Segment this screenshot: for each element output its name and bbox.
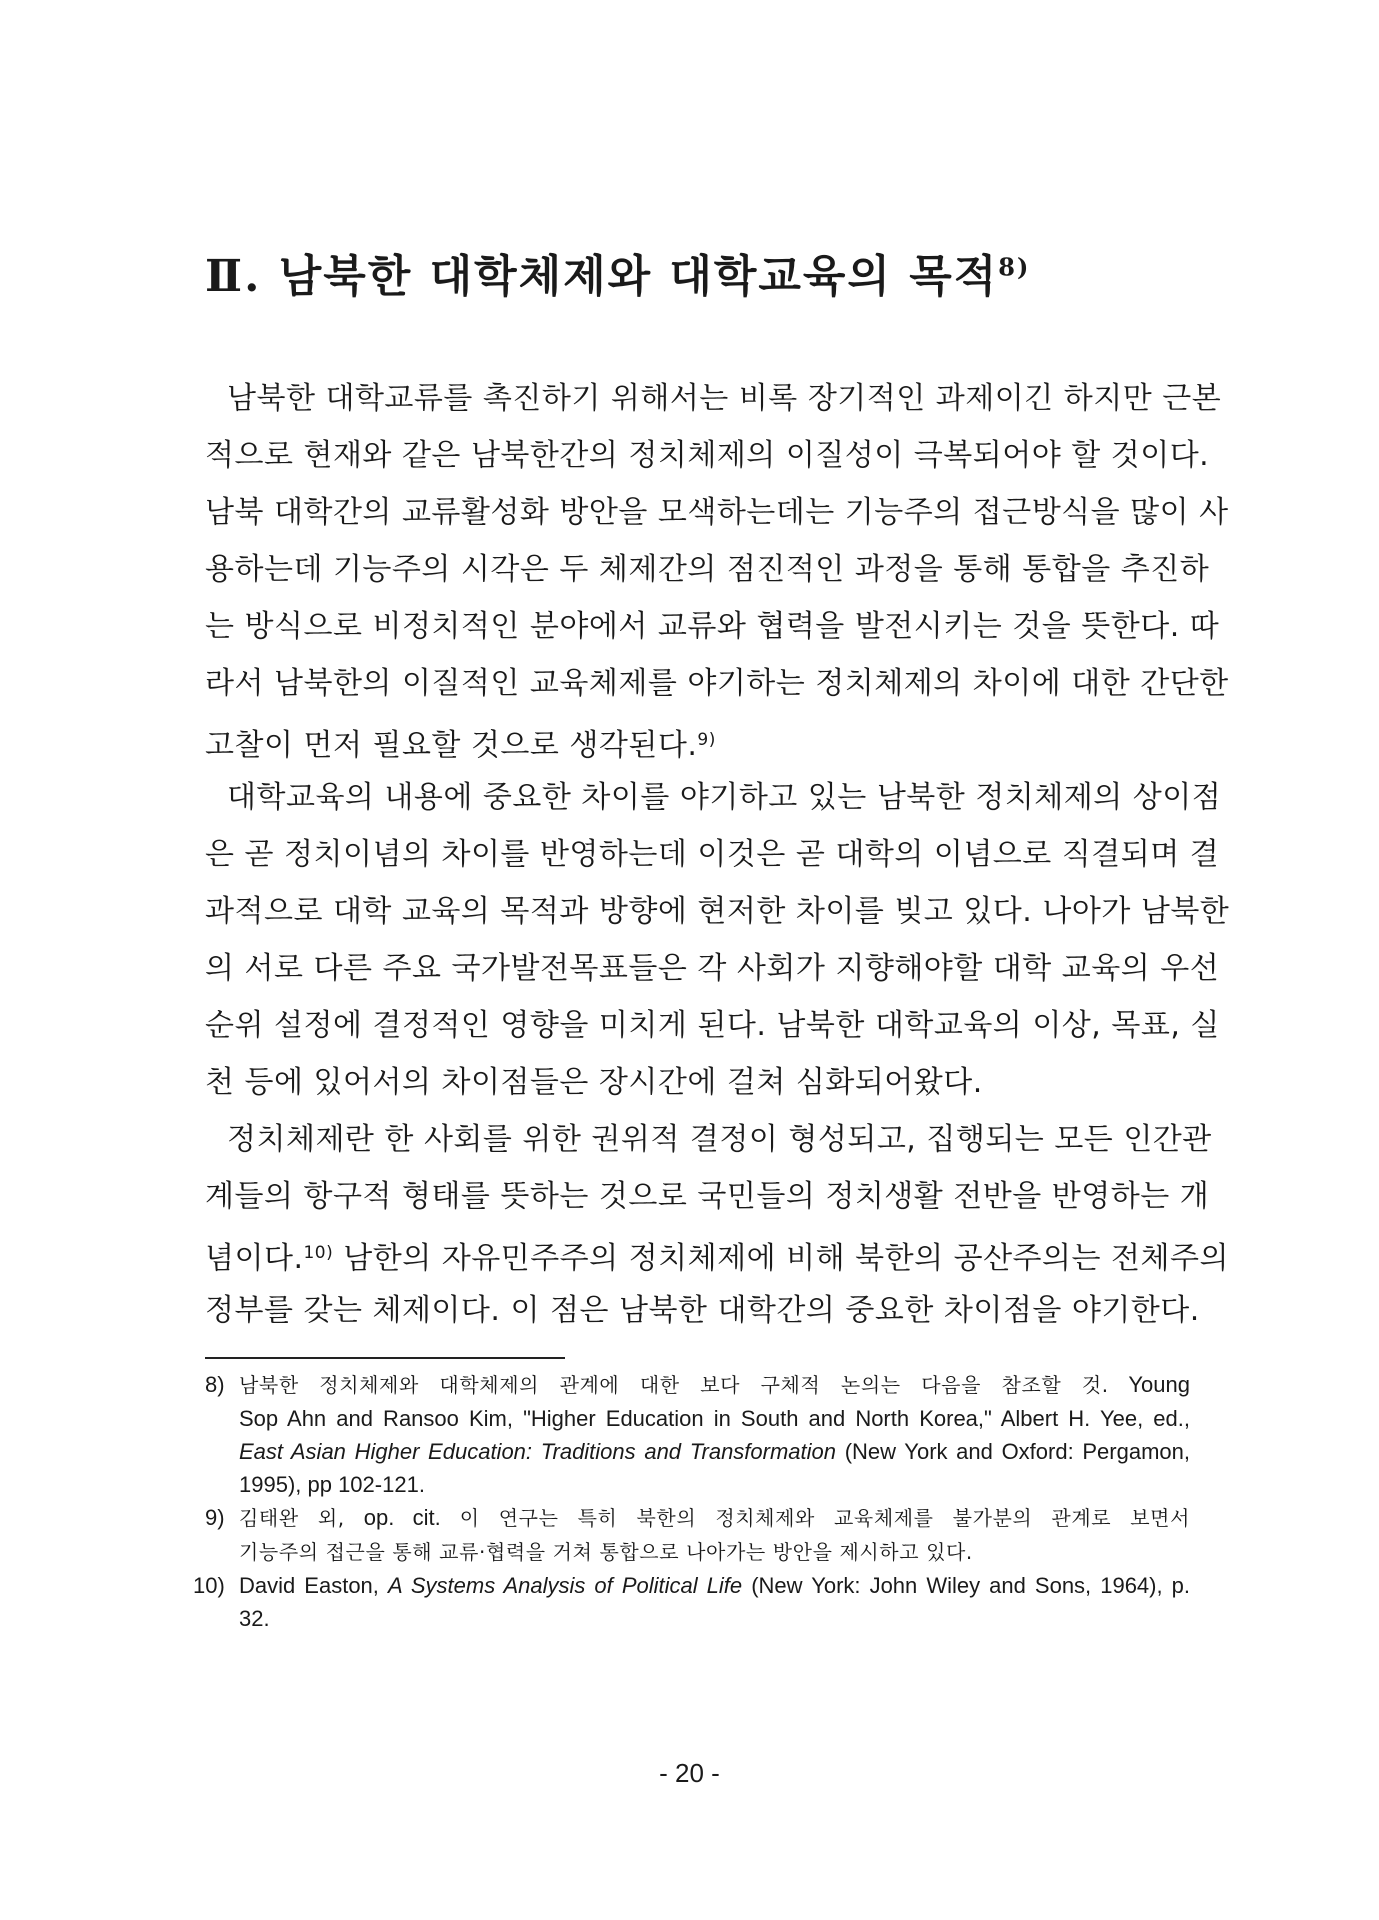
line-text: 념이다. xyxy=(205,1241,304,1276)
footnotes xyxy=(193,1368,1191,1635)
text-line: 정부를 갖는 체제이다. 이 점은 남북한 대학간의 중요한 차이점을 야기한다. xyxy=(205,1293,1200,1328)
text-line xyxy=(205,1225,1229,1282)
body-text xyxy=(205,370,1230,1339)
text-line: 천 등에 있어서의 차이점들은 장시간에 걸쳐 심화되어왔다. xyxy=(205,1065,983,1100)
line-text: 고찰이 먼저 필요할 것으로 생각된다. xyxy=(205,728,698,763)
footnote-line: 32. xyxy=(239,1606,270,1631)
footnote-line xyxy=(239,1435,1190,1468)
footnote-text: David Easton, xyxy=(239,1573,388,1598)
text-line: 은 곧 정치이념의 차이를 반영하는데 이것은 곧 대학의 이념으로 직결되며 결 xyxy=(205,837,1220,872)
text-line: 과적으로 대학 교육의 목적과 방향에 현저한 차이를 빚고 있다. 나아가 남북한 xyxy=(205,894,1230,929)
footnote-8 xyxy=(205,1368,1190,1501)
footnote-korean-text: 김태완 외, xyxy=(239,1506,364,1530)
text-line: 적으로 현재와 같은 남북한간의 정치체제의 이질성이 극복되어야 할 것이다. xyxy=(205,438,1210,473)
text-line: 남북 대학간의 교류활성화 방안을 모색하는데는 기능주의 접근방식을 많이 사 xyxy=(205,495,1229,530)
footnote-korean-text: 기능주의 접근을 통해 교류·협력을 거쳐 통합으로 나아가는 방안을 제시하고 있다. xyxy=(239,1540,973,1564)
footnote-line xyxy=(239,1501,1190,1535)
book-title: A Systems Analysis of Political Life xyxy=(387,1573,743,1598)
footnote-10 xyxy=(193,1569,1191,1635)
section-numeral: Ⅱ. xyxy=(205,251,262,302)
text-line: 정치체제란 한 사회를 위한 권위적 결정이 형성되고, 집행되는 모든 인간관 xyxy=(227,1122,1212,1157)
footnote-ref[interactable]: 9) xyxy=(697,730,716,750)
footnote-line xyxy=(239,1535,1190,1569)
footnote-number: 9) xyxy=(205,1505,225,1530)
footnote-text: op. cit. xyxy=(363,1505,441,1530)
page-number: - 20 - xyxy=(659,1758,720,1788)
text-line: 는 방식으로 비정치적인 분야에서 교류와 협력을 발전시키는 것을 뜻한다. 따 xyxy=(205,609,1220,644)
footnote-korean-text: 남북한 정치체제와 대학체제의 관계에 대한 보다 구체적 논의는 다음을 참조할 것. xyxy=(239,1373,1109,1397)
text-line xyxy=(205,712,1190,769)
footnote-line: 1995), pp 102-121. xyxy=(239,1472,425,1497)
footnote-korean-text: 이 연구는 특히 북한의 정치체제와 교육체제를 불가분의 관계로 보면서 xyxy=(440,1506,1190,1530)
line-text: 남한의 자유민주주의 정치체제에 비해 북한의 공산주의는 전체주의 xyxy=(333,1241,1229,1276)
text-line: 남북한 대학교류를 촉진하기 위해서는 비록 장기적인 과제이긴 하지만 근본 xyxy=(227,381,1222,416)
footnote-ref[interactable]: 10) xyxy=(303,1243,334,1263)
footnote-line xyxy=(239,1569,1190,1602)
text-line: 의 서로 다른 주요 국가발전목표들은 각 사회가 지향해야할 대학 교육의 우선 xyxy=(205,951,1220,986)
footnote-text: (New York and Oxford: Pergamon, xyxy=(836,1439,1190,1464)
section-title: 남북한 대학체제와 대학교육의 목적 xyxy=(278,251,999,302)
footnote-ref[interactable]: 8) xyxy=(998,252,1031,282)
text-line: 라서 남북한의 이질적인 교육체제를 야기하는 정치체제의 차이에 대한 간단한 xyxy=(205,666,1229,701)
text-line: 계들의 항구적 형태를 뜻하는 것으로 국민들의 정치생활 전반을 반영하는 개 xyxy=(205,1179,1210,1214)
text-line: 대학교육의 내용에 중요한 차이를 야기하고 있는 남북한 정치체제의 상이점 xyxy=(227,780,1222,815)
text-line: 용하는데 기능주의 시각은 두 체제간의 점진적인 과정을 통해 통합을 추진하 xyxy=(205,552,1210,587)
footnote-number: 10) xyxy=(193,1573,225,1598)
text-line: 순위 설정에 결정적인 영향을 미치게 된다. 남북한 대학교육의 이상, 목표, 실 xyxy=(205,1008,1220,1043)
book-title: East Asian Higher Education: Traditions and Transformation xyxy=(239,1439,837,1464)
section-heading xyxy=(205,251,1031,302)
footnote-line xyxy=(239,1368,1190,1402)
footnote-text: (New York: John Wiley and Sons, 1964), p. xyxy=(742,1573,1191,1598)
footnote-line: Sop Ahn and Ransoo Kim, "Higher Education in South and North Korea," Albert H. Yee, ed., xyxy=(239,1406,1190,1431)
footnote-separator xyxy=(205,1357,565,1359)
footnote-9 xyxy=(205,1501,1190,1569)
footnote-text: Young xyxy=(1108,1372,1190,1397)
footnote-number: 8) xyxy=(205,1372,225,1397)
